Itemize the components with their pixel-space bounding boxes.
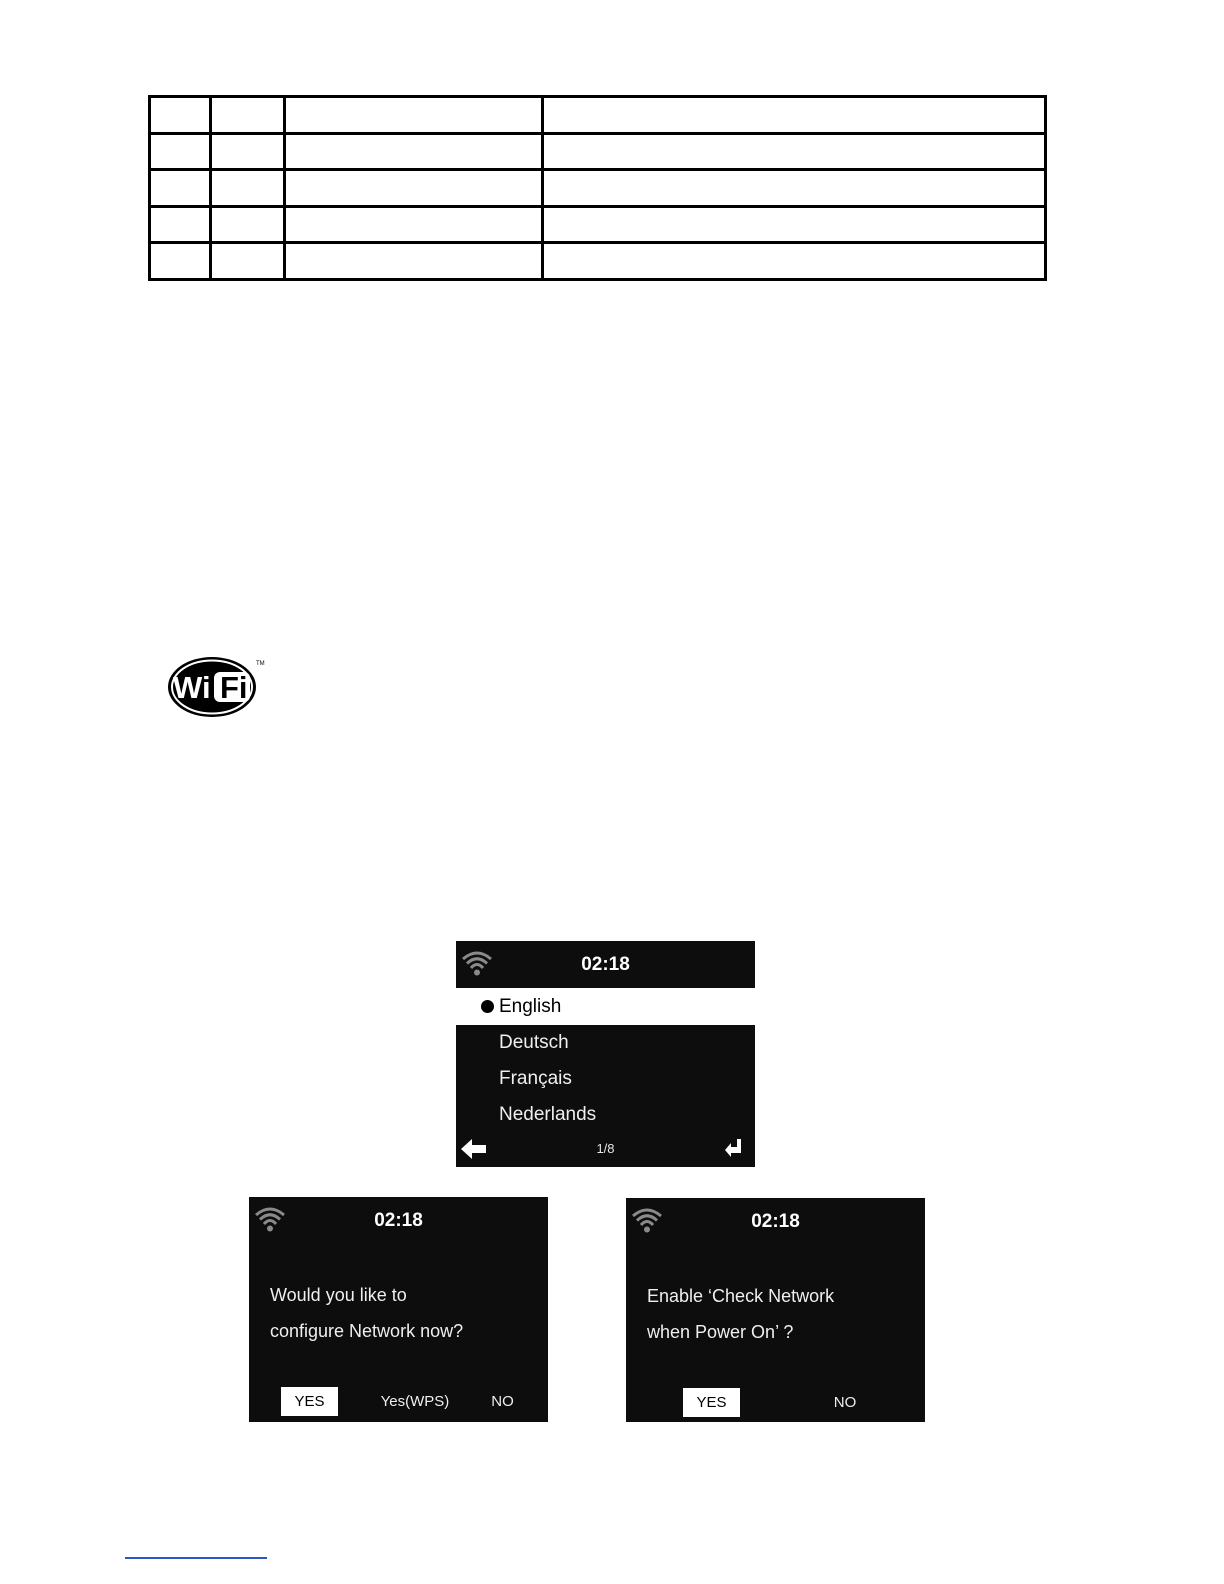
check-network-screen: [626, 1198, 925, 1422]
dialog-message: [647, 1278, 834, 1350]
status-bar: [626, 1198, 925, 1244]
svg-text:Fi: Fi: [220, 670, 248, 705]
table-cell: [211, 243, 285, 280]
selected-bullet-icon: [481, 1000, 494, 1013]
table-cell: [285, 97, 543, 134]
configure-network-screen: [249, 1197, 548, 1422]
svg-text:TM: TM: [256, 661, 265, 667]
svg-text:Wi: Wi: [173, 670, 211, 705]
table-cell: [211, 170, 285, 207]
table-cell: [543, 97, 1046, 134]
dialog-line: Would you like to: [270, 1285, 407, 1305]
language-item-english[interactable]: [456, 988, 755, 1025]
table-cell: [285, 170, 543, 207]
status-bar: [249, 1197, 548, 1243]
table-row: [150, 170, 1046, 207]
language-item-deutsch[interactable]: [456, 1025, 755, 1061]
table-cell: [150, 97, 211, 134]
dialog-line: when Power On’ ?: [647, 1322, 794, 1342]
language-label: Nederlands: [499, 1104, 597, 1125]
table-cell: [150, 206, 211, 243]
no-button[interactable]: NO: [485, 1387, 520, 1416]
spec-table: [148, 95, 1047, 281]
table-cell: [285, 133, 543, 170]
table-cell: [285, 243, 543, 280]
table-row: [150, 97, 1046, 134]
table-cell: [543, 133, 1046, 170]
yes-button[interactable]: YES: [683, 1388, 740, 1417]
table-cell: [211, 206, 285, 243]
dialog-message: [270, 1277, 463, 1349]
table-cell: [543, 206, 1046, 243]
wifi-logo-icon: [168, 655, 268, 719]
page-indicator: 1/8: [596, 1141, 615, 1156]
table-row: [150, 206, 1046, 243]
status-bar: [456, 941, 755, 987]
table-cell: [543, 243, 1046, 280]
language-footer: [456, 1135, 755, 1167]
footer-link[interactable]: [125, 1557, 267, 1559]
table-cell: [150, 243, 211, 280]
table-cell: [543, 170, 1046, 207]
dialog-line: configure Network now?: [270, 1321, 464, 1341]
clock: 02:18: [374, 1210, 423, 1231]
table-row: [150, 133, 1046, 170]
language-label: English: [499, 996, 562, 1017]
enter-icon[interactable]: [725, 1139, 741, 1157]
table-cell: [150, 170, 211, 207]
table-cell: [285, 206, 543, 243]
table-cell: [211, 97, 285, 134]
yes-wps-button[interactable]: Yes(WPS): [375, 1387, 455, 1416]
clock: 02:18: [581, 954, 630, 975]
language-label: Français: [499, 1068, 572, 1089]
table-row: [150, 243, 1046, 280]
language-item-francais[interactable]: [456, 1061, 755, 1097]
dialog-line: Enable ‘Check Network: [647, 1286, 835, 1306]
clock: 02:18: [751, 1211, 800, 1232]
table-cell: [211, 133, 285, 170]
language-label: Deutsch: [499, 1032, 569, 1053]
language-list: [456, 988, 755, 1133]
table-cell: [150, 133, 211, 170]
no-button[interactable]: NO: [827, 1388, 863, 1417]
language-item-nederlands[interactable]: [456, 1097, 755, 1133]
yes-button[interactable]: YES: [281, 1387, 338, 1416]
language-screen: [456, 941, 755, 1167]
